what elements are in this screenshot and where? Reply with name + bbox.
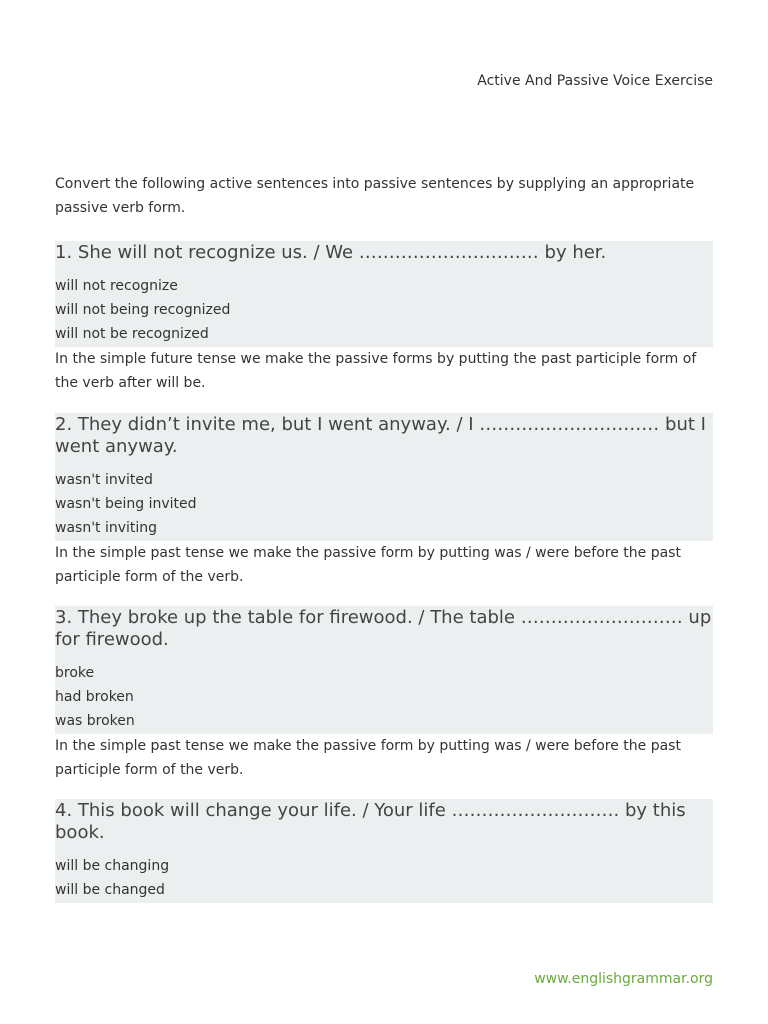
option-item[interactable]: wasn't being invited bbox=[55, 496, 197, 512]
question-text: 2. They didn’t invite me, but I went anyway. / I ………………………… but I went anyway. bbox=[55, 414, 706, 457]
question-text: 1. She will not recognize us. / We ………………………… by her. bbox=[55, 242, 607, 263]
question-2 bbox=[55, 413, 713, 589]
option-item[interactable]: will be changed bbox=[55, 882, 165, 898]
question-3 bbox=[55, 606, 713, 782]
question-4 bbox=[55, 799, 713, 903]
question-box bbox=[55, 241, 713, 347]
question-box bbox=[55, 799, 713, 903]
option-item[interactable]: will not recognize bbox=[55, 278, 178, 294]
option-item[interactable]: broke bbox=[55, 665, 95, 681]
options-list bbox=[55, 651, 713, 734]
option-item[interactable]: was broken bbox=[55, 713, 135, 729]
option-item[interactable]: will not being recognized bbox=[55, 302, 231, 318]
question-box bbox=[55, 606, 713, 734]
option-item[interactable]: wasn't invited bbox=[55, 472, 153, 488]
explanation-text: In the simple past tense we make the passive form by putting was / were before the past participle form of the verb. bbox=[55, 545, 681, 585]
option-item[interactable]: had broken bbox=[55, 689, 134, 705]
options-list bbox=[55, 458, 713, 541]
option-item[interactable]: will not be recognized bbox=[55, 326, 209, 342]
options-list bbox=[55, 844, 713, 903]
option-item[interactable]: will be changing bbox=[55, 858, 170, 874]
question-1 bbox=[55, 241, 713, 395]
instructions-text: Convert the following active sentences into passive sentences by supplying an appropriate passive verb form. bbox=[55, 176, 695, 216]
footer-website-link[interactable]: www.englishgrammar.org bbox=[534, 971, 713, 987]
options-list bbox=[55, 264, 713, 347]
page-title: Active And Passive Voice Exercise bbox=[477, 73, 713, 89]
question-text: 3. They broke up the table for firewood. / The table ……………………… up for firewood. bbox=[55, 607, 712, 650]
option-item[interactable]: wasn't inviting bbox=[55, 520, 158, 536]
question-text: 4. This book will change your life. / Your life ………………………. by this book. bbox=[55, 800, 686, 843]
explanation-text: In the simple past tense we make the passive form by putting was / were before the past participle form of the verb. bbox=[55, 738, 681, 778]
explanation-text: In the simple future tense we make the passive forms by putting the past participle form of the verb after will be. bbox=[55, 351, 697, 391]
question-box bbox=[55, 413, 713, 541]
